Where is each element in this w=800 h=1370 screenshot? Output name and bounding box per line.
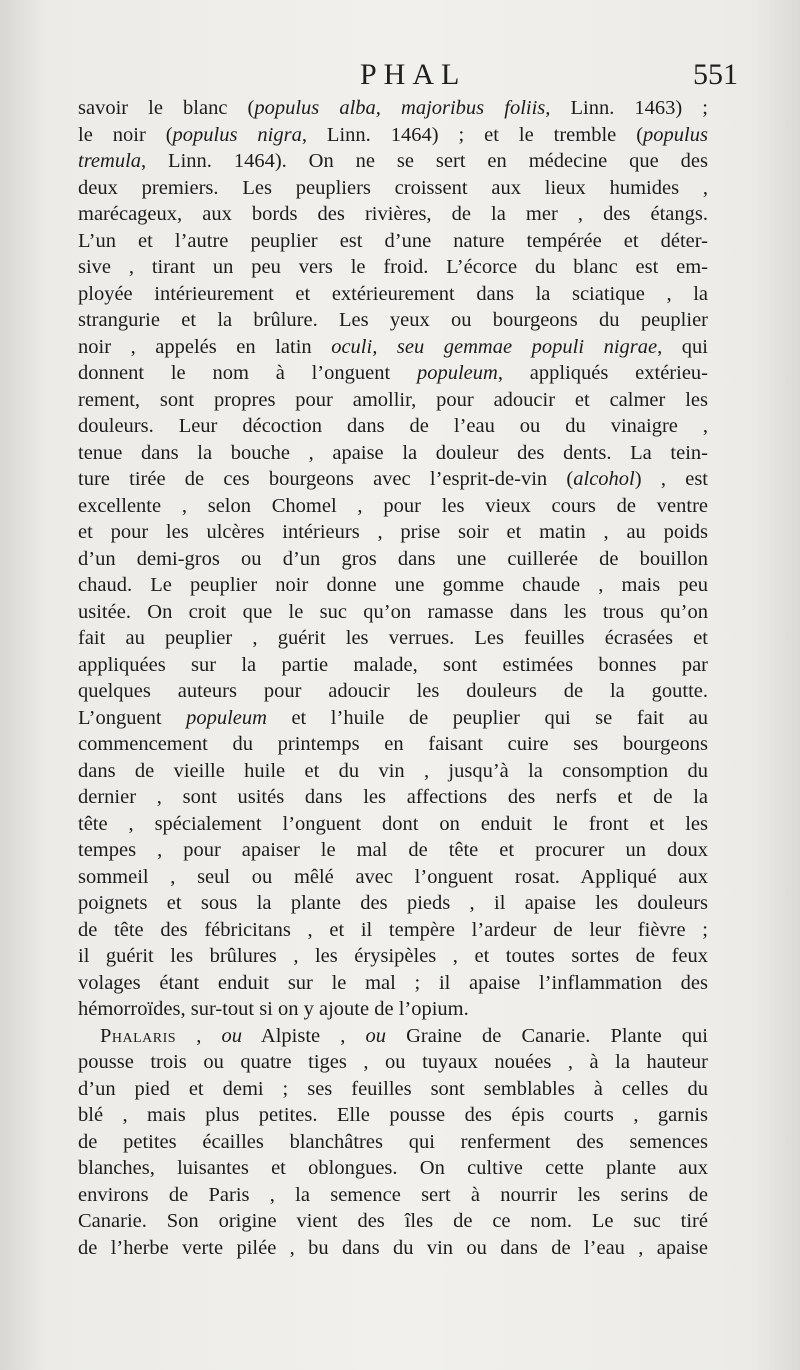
text-run: tenue dans la bouche , apaise la douleur des dents. La tein- xyxy=(78,441,708,464)
text-run: ployée intérieurement et extérieurement dans la sciatique , la xyxy=(78,282,708,305)
text-run: fait au peuplier , guérit les verrues. Les feuilles écrasées et xyxy=(78,627,708,649)
text-run: blé , mais plus petites. Elle pousse des épis courts , garnis xyxy=(78,1104,708,1126)
text-run: rement, sont propres pour amollir, pour adoucir et calmer les xyxy=(78,388,708,411)
text-run: excellente , selon Chomel , pour les vieux cours de ventre xyxy=(78,494,708,517)
small-caps-run: Phalaris xyxy=(100,1024,177,1047)
text-line xyxy=(78,360,708,387)
text-run: appliquées sur la partie malade, sont estimées bonnes par xyxy=(78,653,708,676)
text-line xyxy=(78,1129,708,1156)
italic-run: ou xyxy=(221,1024,242,1047)
text-run: ture tirée de ces bourgeons avec l’esprit-de-vin ( xyxy=(78,468,574,490)
text-line xyxy=(78,599,708,626)
text-run: et pour les ulcères intérieurs , prise soir et matin , au poids xyxy=(78,521,708,543)
text-run: d’un pied et demi ; ses feuilles sont semblables à celles du xyxy=(78,1077,708,1100)
text-line xyxy=(78,1023,708,1050)
text-run: sommeil , seul ou mêlé avec l’onguent rosat. Appliqué aux xyxy=(78,865,708,888)
text-line xyxy=(78,493,708,520)
text-line xyxy=(78,811,708,838)
text-line xyxy=(78,228,708,255)
text-line xyxy=(78,148,708,175)
text-run: chaud. Le peuplier noir donne une gomme chaude , mais peu xyxy=(78,574,708,596)
text-line xyxy=(78,201,708,228)
italic-run: populeum xyxy=(186,706,267,729)
body-text xyxy=(78,95,708,1261)
italic-run: oculi, seu gemmae populi nigrae xyxy=(331,335,658,358)
page-number: 551 xyxy=(693,58,738,91)
italic-run: alcohol xyxy=(573,468,635,490)
text-run: marécageux, aux bords des rivières, de la mer , des étangs. xyxy=(78,203,708,225)
text-run: deux premiers. Les peupliers croissent aux lieux humides , xyxy=(78,176,708,199)
text-run: L’un et l’autre peuplier est d’une nature tempérée et déter- xyxy=(78,229,708,252)
text-line xyxy=(78,122,708,149)
text-line xyxy=(78,519,708,546)
text-run: savoir le blanc ( xyxy=(78,97,255,119)
text-run: , Linn. 1464). On ne se sert en médecine que des xyxy=(141,150,708,172)
text-line xyxy=(78,758,708,785)
text-line xyxy=(78,625,708,652)
text-line xyxy=(78,890,708,917)
text-run: tempes , pour apaiser le mal de tête et procurer un doux xyxy=(78,839,708,861)
italic-run: populus xyxy=(643,123,708,146)
text-line xyxy=(78,705,708,732)
text-line xyxy=(78,864,708,891)
text-line xyxy=(78,678,708,705)
page-header xyxy=(60,58,738,98)
text-line xyxy=(78,387,708,414)
italic-run: ou xyxy=(365,1024,386,1047)
text-line xyxy=(78,1182,708,1209)
italic-run: populus alba, majoribus foliis, xyxy=(254,97,551,119)
text-line xyxy=(78,652,708,679)
text-run: de tête des fébricitans , et il tempère l’ardeur de leur fièvre ; xyxy=(78,918,708,941)
text-line xyxy=(78,413,708,440)
text-line xyxy=(78,281,708,308)
text-line xyxy=(78,572,708,599)
text-line xyxy=(78,1208,708,1235)
text-run: poignets et sous la plante des pieds , il apaise les douleurs xyxy=(78,892,708,914)
text-line xyxy=(78,837,708,864)
text-run: environs de Paris , la semence sert à nourrir les serins de xyxy=(78,1183,708,1206)
text-line xyxy=(78,1155,708,1182)
text-line xyxy=(78,1235,708,1262)
text-run: dernier , sont usités dans les affections des nerfs et de la xyxy=(78,786,708,808)
text-line xyxy=(78,334,708,361)
text-run: Linn. 1463) ; xyxy=(550,97,708,119)
text-run: Alpiste , xyxy=(241,1024,366,1047)
italic-run: populeum xyxy=(416,362,498,384)
text-line xyxy=(78,996,708,1023)
text-run: de petites écailles blanchâtres qui renferment des semences xyxy=(78,1130,708,1153)
text-run: Canarie. Son origine vient des îles de ce nom. Le suc tiré xyxy=(78,1210,708,1232)
text-run: strangurie et la brûlure. Les yeux ou bourgeons du peuplier xyxy=(78,309,708,331)
text-run: , qui xyxy=(657,335,708,358)
text-run: il guérit les brûlures , les érysipèles , et toutes sortes de feux xyxy=(78,945,708,967)
text-line xyxy=(78,95,708,122)
text-run: Graine de Canarie. Plante qui xyxy=(386,1024,708,1047)
text-run: sive , tirant un peu vers le froid. L’écorce du blanc est em- xyxy=(78,256,708,278)
text-run: hémorroïdes, sur-tout si on y ajoute de l’opium. xyxy=(78,998,469,1020)
text-line xyxy=(78,546,708,573)
text-run: quelques auteurs pour adoucir les douleurs de la goutte. xyxy=(78,680,708,702)
text-line xyxy=(78,307,708,334)
text-run: blanches, luisantes et oblongues. On cultive cette plante aux xyxy=(78,1157,708,1179)
text-line xyxy=(78,943,708,970)
text-line xyxy=(78,440,708,467)
text-line xyxy=(78,784,708,811)
text-line xyxy=(78,466,708,493)
text-run: donnent le nom à l’onguent xyxy=(78,362,417,384)
text-run: noir , appelés en latin xyxy=(78,335,332,358)
text-run: , appliqués extérieu- xyxy=(497,362,708,384)
text-run: usitée. On croit que le suc qu’on ramasse dans les trous qu’on xyxy=(78,600,708,623)
text-run: commencement du printemps en faisant cuire ses bourgeons xyxy=(78,733,708,755)
text-run: dans de vieille huile et du vin , jusqu’à la consomption du xyxy=(78,759,708,782)
text-run: et l’huile de peuplier qui se fait au xyxy=(266,706,709,729)
text-run: douleurs. Leur décoction dans de l’eau ou du vinaigre , xyxy=(78,415,708,437)
running-head: PHAL xyxy=(360,58,467,91)
text-run: tête , spécialement l’onguent dont on enduit le front et les xyxy=(78,812,708,835)
text-run: le noir ( xyxy=(78,123,173,146)
text-run: , Linn. 1464) ; et le tremble ( xyxy=(301,123,644,146)
text-line xyxy=(78,254,708,281)
text-line xyxy=(78,1076,708,1103)
text-line xyxy=(78,731,708,758)
text-line xyxy=(78,917,708,944)
text-line xyxy=(78,175,708,202)
text-run: volages étant enduit sur le mal ; il apaise l’inflammation des xyxy=(78,971,708,994)
italic-run: populus nigra xyxy=(172,123,302,146)
text-line xyxy=(78,1049,708,1076)
text-run: de l’herbe verte pilée , bu dans du vin ou dans de l’eau , apaise xyxy=(78,1236,708,1259)
text-line xyxy=(78,970,708,997)
text-run: d’un demi-gros ou d’un gros dans une cuillerée de bouillon xyxy=(78,547,708,570)
text-run: pousse trois ou quatre tiges , ou tuyaux nouées , à la hauteur xyxy=(78,1051,708,1073)
italic-run: tremula xyxy=(78,150,142,172)
text-run: L’onguent xyxy=(78,706,187,729)
text-line xyxy=(78,1102,708,1129)
text-run: , xyxy=(176,1024,222,1047)
text-run: ) , est xyxy=(634,468,708,490)
